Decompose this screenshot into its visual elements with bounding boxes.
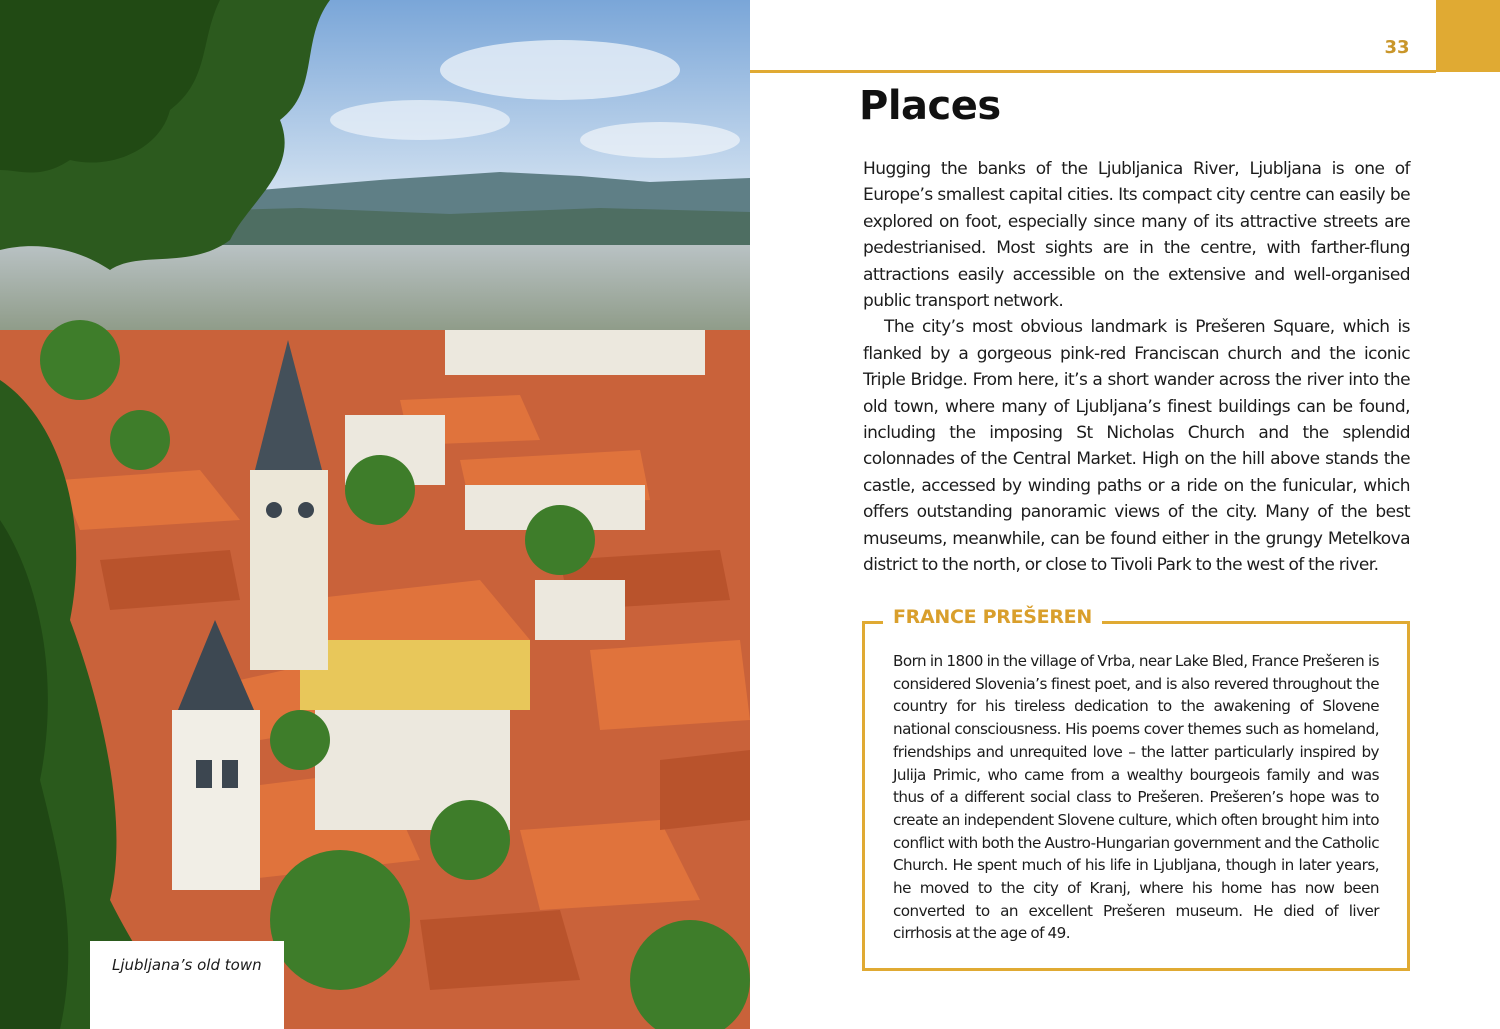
page-number: 33 (1384, 37, 1410, 58)
page-title: Places (859, 83, 1001, 129)
body-paragraph: The city’s most obvious landmark is Prešeren Square, which is flanked by a gorgeous pink-red Franciscan church and the iconic Triple Bridge. From here, it’s a short wander across the river into the old town, where many of Ljubljana’s finest buildings can be found, including the imposing St Nicholas Church and the splendid colonnades of the Central Market. High on the hill above stands the castle, accessed by winding paths or a ride on the funicular, which offers outstanding panoramic views of the city. Many of the best museums, meanwhile, can be found either in the grungy Metelkova district to the north, or close to Tivoli Park to the west of the river. (863, 317, 1410, 576)
photo-caption-box (90, 941, 284, 1029)
sidebar-title-wrap (883, 606, 1102, 628)
header-rule (750, 70, 1436, 73)
body-text (863, 156, 1410, 579)
body-paragraph: Hugging the banks of the Ljubljanica River, Ljubljana is one of Europe’s smallest capital cities. Its compact city centre can easily be explored on foot, especially since many of its attractive streets are pedestrianised. Most sights are in the centre, with farther-flung attractions easily accessible on the extensive and well-organised public transport network. (863, 159, 1410, 312)
photo-caption: Ljubljana’s old town (112, 956, 262, 974)
page-tab (1436, 0, 1500, 72)
sidebar-title: FRANCE PREŠEREN (893, 606, 1092, 628)
sidebar-text: Born in 1800 in the village of Vrba, near Lake Bled, France Prešeren is considered Slovenia’s finest poet, and is also revered throughout the country for his tireless dedication to the awakening of Slovene national consciousness. His poems cover themes such as homeland, friendships and unrequited love – the latter particularly inspired by Julija Primic, who came from a wealthy bourgeois family and was thus of a different social class to Prešeren. Prešeren’s hope was to create an independent Slovene culture, which often brought him into conflict with both the Austro-Hungarian government and the Catholic Church. He spent much of his life in Ljubljana, though in later years, he moved to the city of Kranj, where his home has now been converted to an excellent Prešeren museum. He died of liver cirrhosis at the age of 49. (893, 652, 1379, 943)
